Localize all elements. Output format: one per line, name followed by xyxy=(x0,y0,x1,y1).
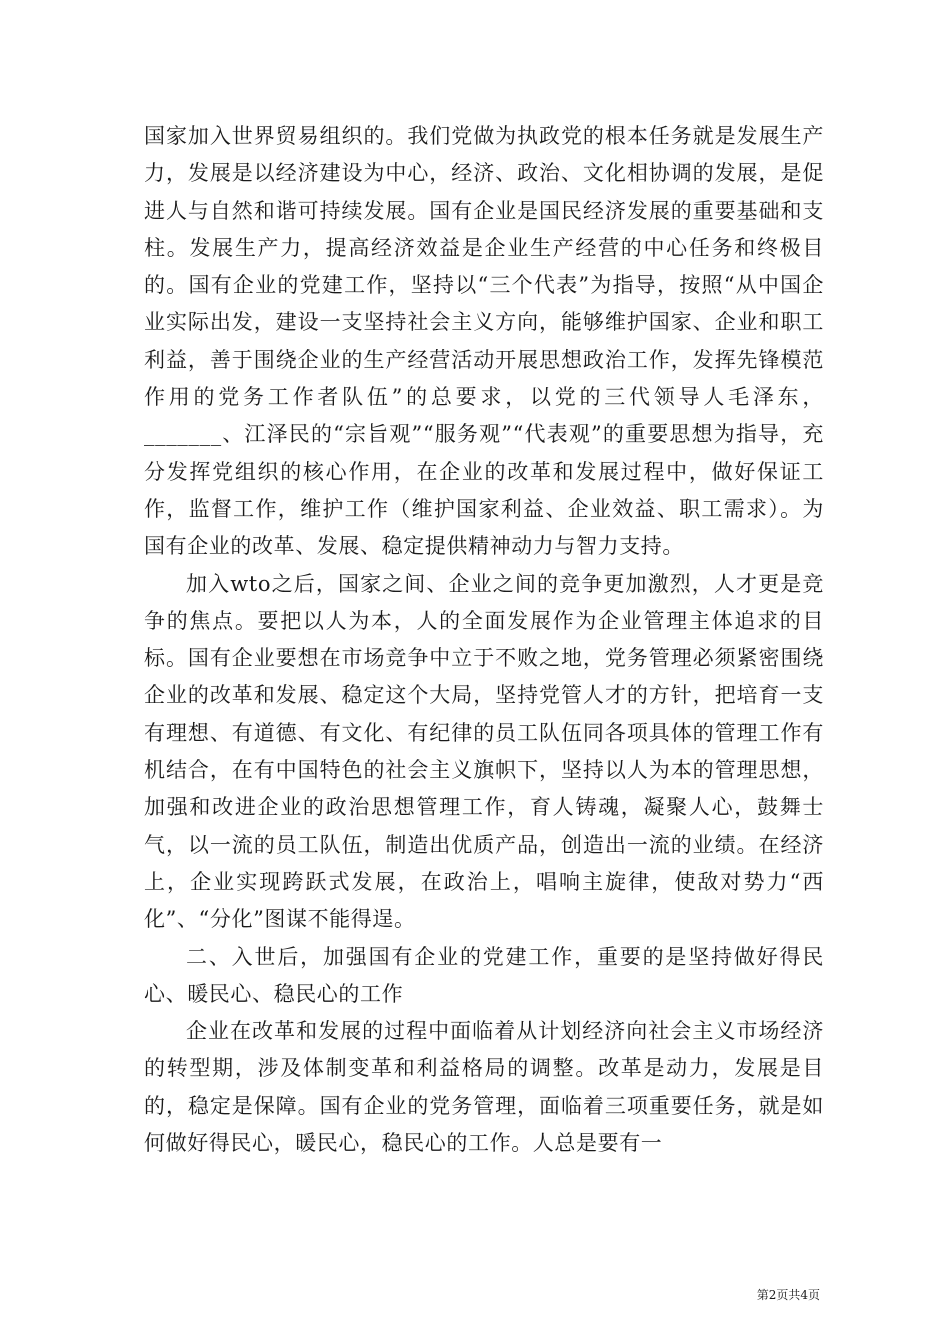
section-heading: 二、入世后，加强国有企业的党建工作，重要的是坚持做好得民心、暖民心、稳民心的工作 xyxy=(144,944,824,1006)
paragraph-1 xyxy=(144,118,824,566)
page-number-footer: 第2页共4页 xyxy=(756,1288,820,1302)
paragraph-4: 企业在改革和发展的过程中面临着从计划经济向社会主义市场经济的转型期，涉及体制变革和利益格局的调整。改革是动力，发展是目的，稳定是保障。国有企业的党务管理，面临着三项重要任务，就是如何做好得民心，暖民心，稳民心的工作。人总是要有一 xyxy=(144,1019,824,1156)
paragraph-2: 加入wto之后，国家之间、企业之间的竞争更加激烈，人才更是竞争的焦点。要把以人为本，人的全面发展作为企业管理主体追求的目标。国有企业要想在市场竞争中立于不败之地，党务管理必须紧密围绕企业的改革和发展、稳定这个大局，坚持党管人才的方针，把培育一支有理想、有道德、有文化、有纪律的员工队伍同各项具体的管理工作有机结合，在有中国特色的社会主义旗帜下，坚持以人为本的管理思想，加强和改进企业的政治思想管理工作，育人铸魂，凝聚人心，鼓舞士气，以一流的员工队伍，制造出优质产品，创造出一流的业绩。在经济上，企业实现跨跃式发展，在政治上，唱响主旋律，使敌对势力“西化”、“分化”图谋不能得逞。 xyxy=(144,571,824,932)
fill-in-blank: _______ xyxy=(144,422,222,447)
body-text xyxy=(144,118,824,1162)
paragraph-1-text-after: 、江泽民的“宗旨观”“服务观”“代表观”的重要思想为指导，充分发挥党组织的核心作用，在企业的改革和发展过程中，做好保证工作，监督工作，维护工作（维护国家利益、企业效益、职工需求）。为国有企业的改革、发展、稳定提供精神动力与智力支持。 xyxy=(144,422,824,559)
paragraph-1-text-before: 国家加入世界贸易组织的。我们党做为执政党的根本任务就是发展生产力，发展是以经济建设为中心，经济、政治、文化相协调的发展，是促进人与自然和谐可持续发展。国有企业是国民经济发展的重要基础和支柱。发展生产力，提高经济效益是企业生产经营的中心任务和终极目的。国有企业的党建工作，坚持以“三个代表”为指导，按照“从中国企业实际出发，建设一支坚持社会主义方向，能够维护国家、企业和职工利益，善于围绕企业的生产经营活动开展思想政治工作，发挥先锋模范作用的党务工作者队伍”的总要求，以党的三代领导人毛泽东， xyxy=(144,124,824,410)
